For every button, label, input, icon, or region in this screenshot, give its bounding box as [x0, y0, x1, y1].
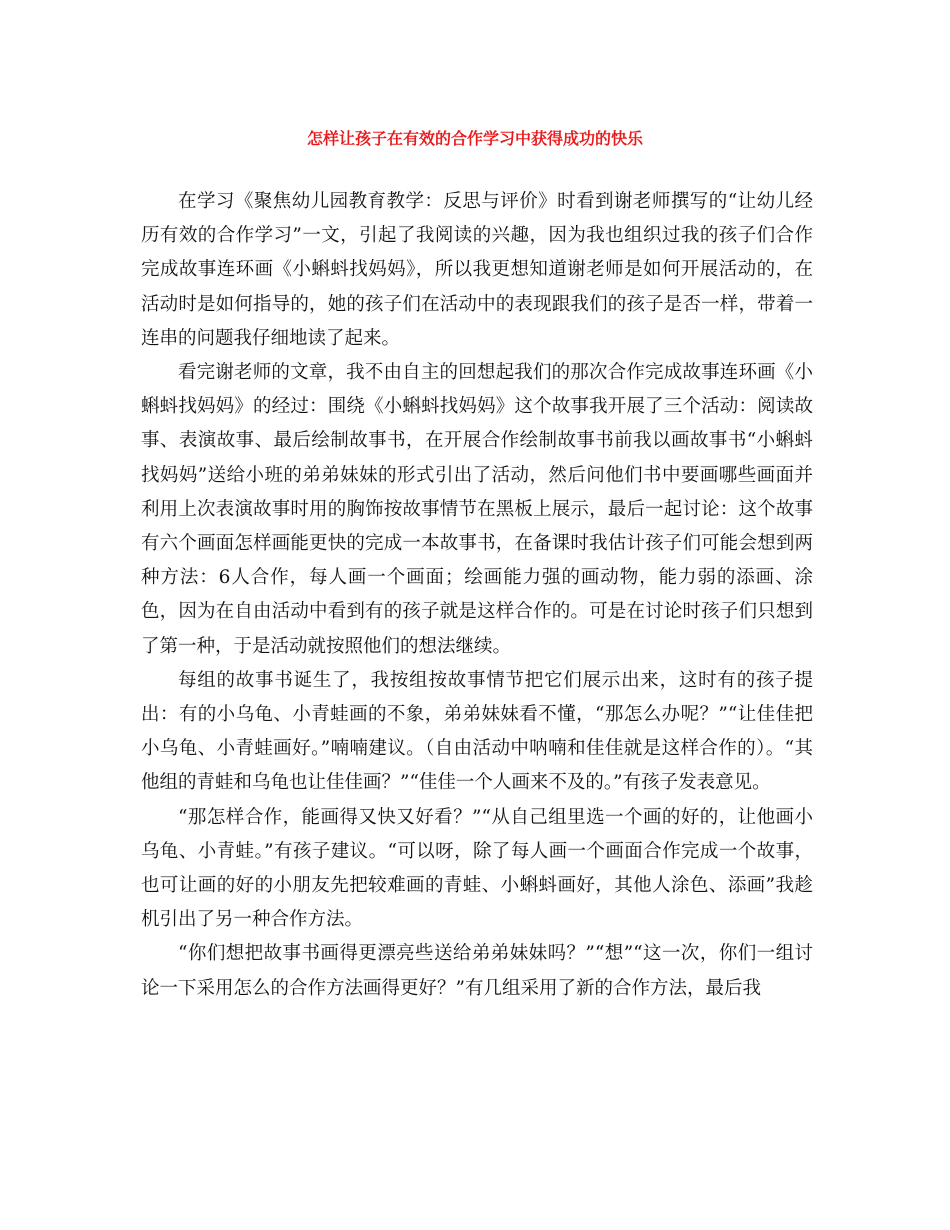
paragraph-2: 看完谢老师的文章，我不由自主的回想起我们的那次合作完成故事连环画《小蝌蚪找妈妈》的经过：围绕《小蝌蚪找妈妈》这个故事我开展了三个活动：阅读故事、表演故事、最后绘制故事书，在开展合作绘制故事书前我以画故事书“小蝌蚪找妈妈”送给小班的弟弟妹妹的形式引出了活动，然后问他们书中要画哪些画面并利用上次表演故事时用的胸饰按故事情节在黑板上展示，最后一起讨论：这个故事有六个画面怎样画能更快的完成一本故事书，在备课时我估计孩子们可能会想到两种方法：6人合作，每人画一个画面；绘画能力强的画动物，能力弱的添画、涂色，因为在自由活动中看到有的孩子就是这样合作的。可是在讨论时孩子们只想到了第一种，于是活动就按照他们的想法继续。	[141, 362, 813, 657]
document-body	[141, 185, 813, 1006]
document-title: 怎样让孩子在有效的合作学习中获得成功的快乐	[306, 129, 643, 148]
paragraph-5: “你们想把故事书画得更漂亮些送给弟弟妹妹吗？”“想”“这一次，你们一组讨论一下采用怎么的合作方法画得更好？”有几组采用了新的合作方法，最后我	[141, 943, 813, 999]
paragraph-4: “那怎样合作，能画得又快又好看？”“从自己组里选一个画的好的，让他画小乌龟、小青蛙。”有孩子建议。“可以呀，除了每人画一个画面合作完成一个故事，也可让画的好的小朋友先把较难画的青蛙、小蝌蚪画好，其他人涂色、添画”我趁机引出了另一种合作方法。	[141, 806, 813, 931]
paragraph-1: 在学习《聚焦幼儿园教育教学：反思与评价》时看到谢老师撰写的“让幼儿经历有效的合作学习”一文，引起了我阅读的兴趣，因为我也组织过我的孩子们合作完成故事连环画《小蝌蚪找妈妈》，所以我更想知道谢老师是如何开展活动的，在活动时是如何指导的，她的孩子们在活动中的表现跟我们的孩子是否一样，带着一连串的问题我仔细地读了起来。	[141, 191, 813, 349]
paragraph-3: 每组的故事书诞生了，我按组按故事情节把它们展示出来，这时有的孩子提出：有的小乌龟、小青蛙画的不象，弟弟妹妹看不懂，“那怎么办呢？”“让佳佳把小乌龟、小青蛙画好。”喃喃建议。（自由活动中呐喃和佳佳就是这样合作的）。“其他组的青蛙和乌龟也让佳佳画？”“佳佳一个人画来不及的。”有孩子发表意见。	[141, 669, 813, 794]
